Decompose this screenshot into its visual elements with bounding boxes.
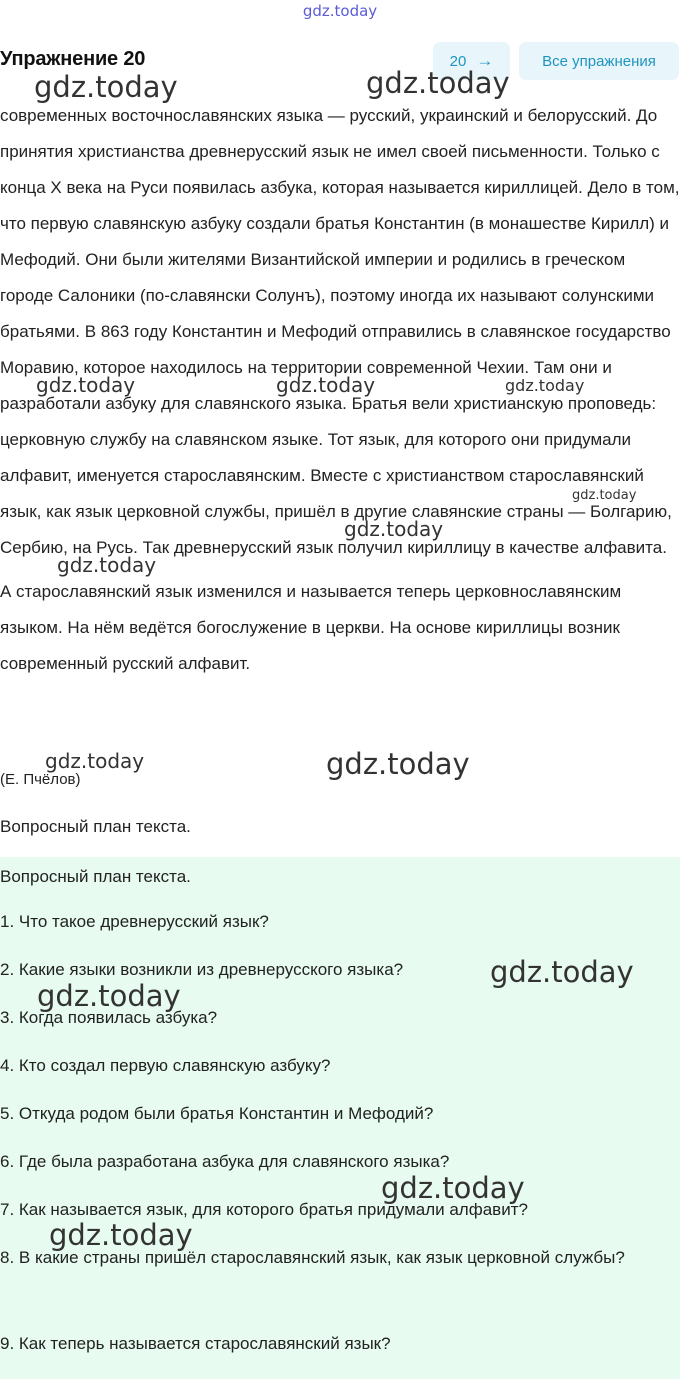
site-logo[interactable]: gdz.today [302,2,378,20]
question-item: 7. Как называется язык, для которого братья придумали алфавит? [0,1200,528,1219]
watermark: gdz.today [49,1218,193,1252]
exercise-text [0,98,680,682]
watermark: gdz.today [37,979,181,1013]
answer-heading: Вопросный план текста. [0,867,191,886]
exercise-header [0,42,680,82]
question-item: 5. Откуда родом были братья Константин и Мефодий? [0,1104,434,1123]
watermark: gdz.today [276,373,376,397]
question-item: 9. Как теперь называется старославянский язык? [0,1334,391,1353]
text-author: (Е. Пчёлов) [0,771,81,788]
question-item: 6. Где была разработана азбука для славянского языка? [0,1152,450,1171]
watermark: gdz.today [572,488,637,503]
text-paragraph-1: современных восточнославянских языка — русский, украинский и белорусский. До принятия христианства древнерусский язык не имел своей письменности. Только с конца X века на Руси появилась азбука, которая называется кириллицей. Дело в том, что первую славянскую азбуку создали братья Константин (в монашестве Кирилл) и Мефодий. Они были жителями Византийской империи и родились в греческом городе Салоники (по-славянски Солунъ), поэтому иногда их называют солунскими братьями. В 863 году Константин и Мефодий отправились в славянское государство Моравию, которое находилось на территории современной Чехии. Там они и разработали азбуку для славянского языка. Братья вели христианскую проповедь: церковную службу на славянском языке. Тот язык, для которого они придумали алфавит, именуется старославянским. Вместе с христианством старославянский язык, как язык церковной службы, пришёл в другие славянские страны — Болгарию, Сербию, на Русь. Так древнерусский язык получил кириллицу в качестве алфавита. [0,106,680,557]
watermark: gdz.today [57,553,157,577]
question-item: 4. Кто создал первую славянскую азбуку? [0,1056,331,1075]
next-exercise-button[interactable] [433,42,510,80]
watermark: gdz.today [366,66,510,100]
question-item: 3. Когда появилась азбука? [0,1008,218,1027]
watermark: gdz.today [34,70,178,104]
watermark: gdz.today [45,749,145,773]
watermark: gdz.today [381,1171,525,1205]
text-paragraph-2: А старославянский язык изменился и называется теперь церковнославянским языком. На нём ведётся богослужение в церкви. На основе кириллицы возник современный русский алфавит. [0,582,622,673]
answer-block [0,857,680,1379]
page-title: Упражнение 20 [0,48,146,70]
arrow-right-icon: → [476,51,494,70]
question-item: 1. Что такое древнерусский язык? [0,912,269,931]
watermark: gdz.today [490,955,634,989]
watermark: gdz.today [326,747,470,781]
watermark: gdz.today [344,517,444,541]
next-exercise-label: 20 [449,52,467,70]
task-label: Вопросный план текста. [0,817,191,836]
question-list [0,903,675,1373]
question-item: 8. В какие страны пришёл старославянский язык, как язык церковной службы? [0,1248,625,1267]
question-item: 2. Какие языки возникли из древнерусского языка? [0,960,404,979]
watermark: gdz.today [36,373,136,397]
all-exercises-button[interactable]: Все упражнения [519,42,679,80]
watermark: gdz.today [505,376,585,395]
